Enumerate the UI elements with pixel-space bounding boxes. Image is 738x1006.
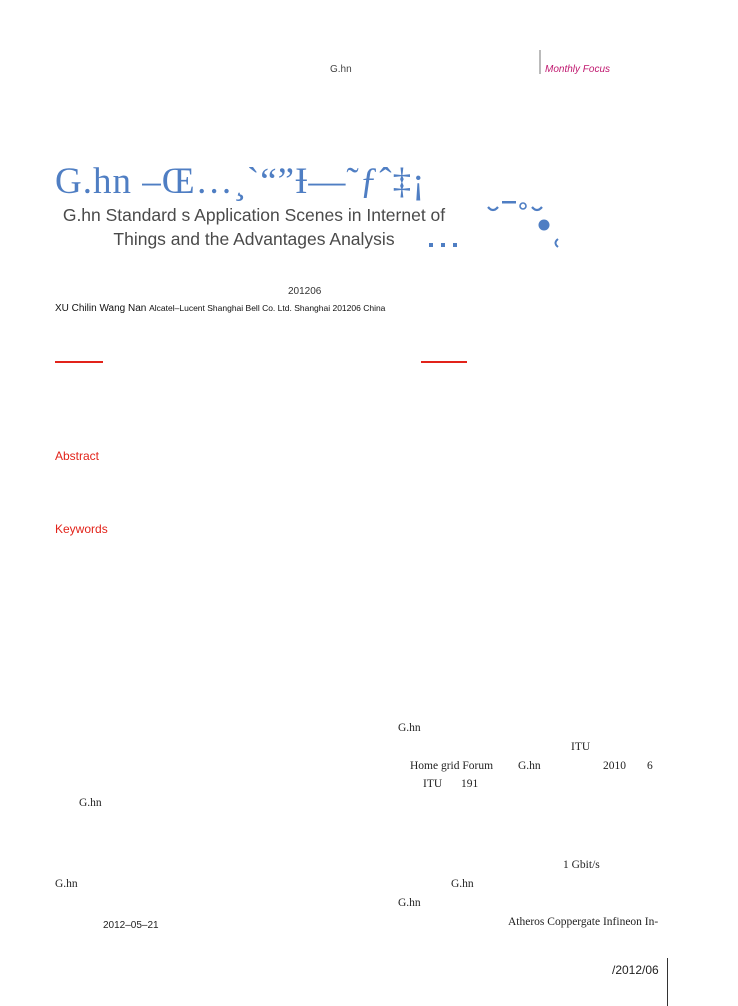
right-text-line-5: 1 Gbit/s [563, 859, 600, 871]
right-text-line-6: G.hn [451, 878, 474, 890]
abstract-label: Abstract [55, 449, 100, 463]
right-text-line-2: ITU [571, 741, 591, 753]
column-name: Monthly Focus [545, 64, 611, 75]
left-text-ghn-2: G.hn [55, 878, 78, 890]
running-header-section: G.hn [330, 64, 352, 75]
page-divider [667, 958, 668, 1006]
keywords-label: Keywords [55, 522, 108, 536]
right-text-line-4a: ITU [423, 778, 443, 790]
right-text-line-7: G.hn [398, 897, 421, 909]
red-rule-left [55, 361, 103, 363]
right-text-line-3d: 6 [647, 760, 653, 772]
right-text-line-8: Atheros Coppergate Infineon In- [508, 916, 659, 928]
right-text-line-3c: 2010 [603, 760, 626, 772]
left-text-ghn-1: G.hn [79, 797, 102, 809]
right-text-line-3b: G.hn [518, 760, 541, 772]
right-text-line-3a: Home grid Forum [410, 760, 494, 772]
header-divider [539, 50, 541, 74]
right-text-line-4b: 191 [461, 778, 479, 790]
author-line [55, 303, 385, 314]
red-rule-right [421, 361, 467, 363]
page-label: /2012/06 [612, 963, 659, 977]
article-title: G.hn –Œ…¸`“”Ɨ—˜ƒˆ‡¡ [55, 161, 426, 202]
right-text-line-1: G.hn [398, 722, 421, 734]
dots-icon [429, 236, 469, 254]
postal-code: 201206 [288, 286, 322, 297]
author-names: XU Chilin Wang Nan [55, 303, 150, 314]
author-affiliation: Alcatel–Lucent Shanghai Bell Co. Ltd. Shanghai 201206 China [149, 303, 386, 313]
received-date: 2012–05–21 [103, 920, 159, 931]
decorative-glyphs [480, 195, 570, 255]
english-title: G.hn Standard s Application Scenes in Internet of Things and the Advantages Analysis [62, 205, 446, 249]
